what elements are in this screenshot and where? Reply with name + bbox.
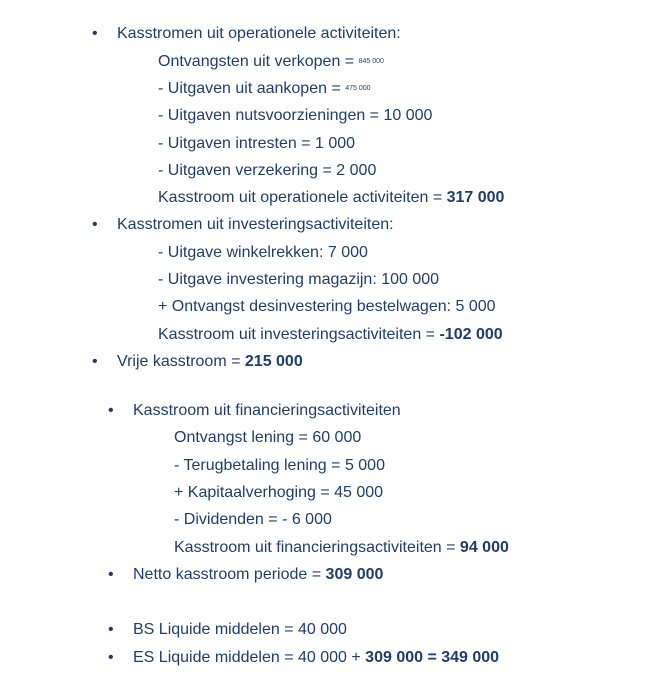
line-label: Kasstroom uit investeringsactiviteiten = <box>158 326 440 343</box>
line-label: - Uitgaven uit aankopen = <box>158 80 341 97</box>
line-label: Ontvangsten uit verkopen = <box>158 53 355 70</box>
line-label: Kasstroom uit operationele activiteiten = <box>158 189 447 206</box>
financing-heading: Kasstroom uit financieringsactiviteiten <box>133 402 401 419</box>
bullet-financing: • <box>108 402 114 419</box>
line-label: Kasstroom uit financieringsactiviteiten = <box>174 539 460 556</box>
line-capital-increase: + Kapitaalverhoging = 45 000 <box>174 484 384 501</box>
bullet-es-liquid: • <box>108 649 114 666</box>
bullet-free-cashflow: • <box>92 353 98 370</box>
free-cashflow <box>117 352 303 372</box>
line-value: 309 000 <box>325 566 384 583</box>
line-receipts-sales <box>158 52 384 72</box>
bullet-net-cashflow: • <box>108 566 114 583</box>
line-purchases <box>158 79 371 99</box>
bullet-operational: • <box>92 25 98 42</box>
line-loan: Ontvangst lening = 60 000 <box>174 429 362 446</box>
bullet-investing: • <box>92 216 98 233</box>
line-warehouse: - Uitgave investering magazijn: 100 000 <box>158 271 440 288</box>
line-value: -102 000 <box>439 326 503 343</box>
bs-liquid: BS Liquide middelen = 40 000 <box>133 621 347 638</box>
line-shelves: - Uitgave winkelrekken: 7 000 <box>158 244 368 261</box>
line-operational-total <box>158 188 504 208</box>
line-value: 845 000 <box>358 58 384 65</box>
es-liquid <box>133 648 499 668</box>
line-label: Vrije kasstroom = <box>117 353 245 370</box>
line-value: 309 000 = 349 000 <box>365 649 500 666</box>
line-utilities: - Uitgaven nutsvoorzieningen = 10 000 <box>158 107 433 124</box>
line-value: 317 000 <box>446 189 505 206</box>
line-dividends: - Dividenden = - 6 000 <box>174 511 332 528</box>
line-interest: - Uitgaven intresten = 1 000 <box>158 135 356 152</box>
line-repayment: - Terugbetaling lening = 5 000 <box>174 457 385 474</box>
bullet-bs-liquid: • <box>108 621 114 638</box>
line-investing-total <box>158 325 503 345</box>
line-value: 475 000 <box>345 85 371 92</box>
line-value: 215 000 <box>244 353 303 370</box>
line-label: ES Liquide middelen = 40 000 + <box>133 649 366 666</box>
line-insurance: - Uitgaven verzekering = 2 000 <box>158 162 377 179</box>
line-divestment: + Ontvangst desinvestering bestelwagen: 5 000 <box>158 298 496 315</box>
line-financing-total <box>174 538 509 558</box>
net-cashflow <box>133 565 383 585</box>
operational-heading: Kasstromen uit operationele activiteiten: <box>117 25 401 42</box>
investing-heading: Kasstromen uit investeringsactiviteiten: <box>117 216 394 233</box>
line-label: Netto kasstroom periode = <box>133 566 326 583</box>
line-value: 94 000 <box>459 539 509 556</box>
